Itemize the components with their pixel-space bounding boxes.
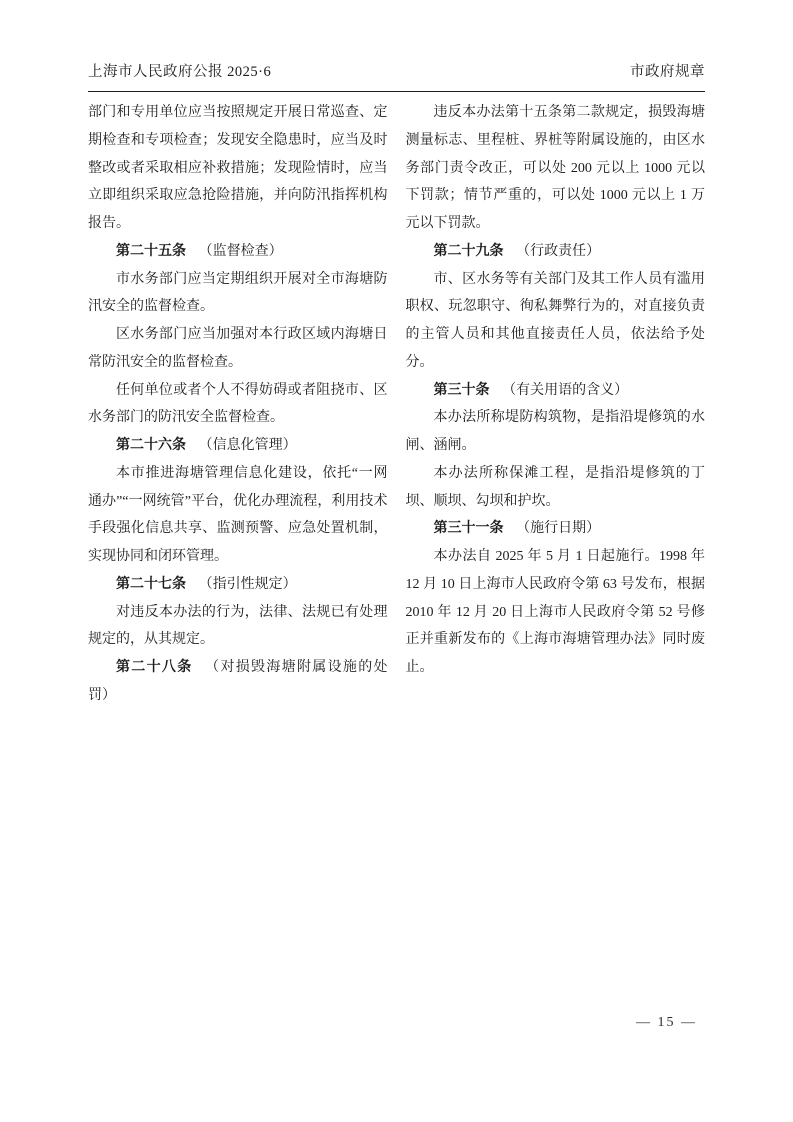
- article-heading-30: [406, 377, 706, 405]
- article-title: （对损毁海塘附属设施的处罚）: [88, 660, 388, 703]
- article-heading-25: [88, 238, 388, 266]
- article-title: （施行日期）: [516, 521, 601, 537]
- article-paragraph: 本办法所称保滩工程，是指沿堤修筑的丁坝、顺坝、勾坝和护坎。: [405, 465, 705, 509]
- article-paragraph: 任何单位或者个人不得妨碍或者阻挠市、区水务部门的防汛安全监督检查。: [88, 382, 388, 426]
- article-paragraph: 对违反本办法的行为，法律、法规已有处理规定的，从其规定。: [88, 604, 388, 648]
- running-header: [88, 64, 705, 81]
- article-paragraph: 区水务部门应当加强对本行政区域内海塘日常防汛安全的监督检查。: [88, 327, 388, 370]
- article-paragraph: 市水务部门应当定期组织开展对全市海塘防汛安全的监督检查。: [88, 271, 388, 315]
- article-heading-26: [88, 432, 388, 460]
- article-title: （行政责任）: [516, 243, 601, 259]
- article-heading-31: [406, 515, 706, 543]
- article-number: 第二十九条: [433, 243, 504, 259]
- article-paragraph: 市、区水务等有关部门及其工作人员有滥用职权、玩忽职守、徇私舞弊行为的，对直接负责的主管人员和其他直接责任人员，依法给予处分。: [405, 271, 705, 370]
- article-paragraph: 部门和专用单位应当按照规定开展日常巡查、定期检查和专项检查；发现安全隐患时，应当及时整改或者采取相应补救措施；发现险情时，应当立即组织采取应急抢险措施，并向防汛指挥机构报告。: [88, 105, 388, 231]
- header-rule: [88, 91, 705, 92]
- article-heading-29: [406, 238, 706, 266]
- right-column: [406, 99, 706, 710]
- left-column: [88, 99, 388, 710]
- article-number: 第二十五条: [116, 243, 186, 259]
- article-title: （有关用语的含义）: [502, 382, 629, 398]
- article-paragraph: 违反本办法第十五条第二款规定，损毁海塘测量标志、里程桩、界桩等附属设施的，由区水务部门责令改正，可以处 200 元以上 1000 元以下罚款；情节严重的，可以处 1000 元以上 1 万元以下罚款。: [405, 105, 705, 231]
- article-title: （指引性规定）: [198, 576, 297, 592]
- article-number: 第三十一条: [433, 521, 504, 537]
- article-heading-28: [88, 654, 388, 710]
- article-paragraph: 本办法所称堤防构筑物，是指沿堤修筑的水闸、涵闸。: [405, 410, 705, 453]
- article-title: （监督检查）: [198, 243, 283, 259]
- article-title: （信息化管理）: [198, 438, 297, 453]
- page-number: — 15 —: [636, 1015, 697, 1030]
- body-columns: [88, 99, 705, 710]
- article-number: 第二十七条: [116, 576, 186, 592]
- article-number: 第三十条: [433, 382, 490, 398]
- article-paragraph: 本市推进海塘管理信息化建设，依托“一网通办”“一网统管”平台，优化办理流程，利用技术手段强化信息共享、监测预警、应急处置机制，实现协同和闭环管理。: [88, 465, 388, 564]
- page-content: [88, 64, 705, 710]
- article-number: 第二十八条: [116, 660, 193, 675]
- article-heading-27: [88, 571, 388, 599]
- running-header-left: 上海市人民政府公报 2025·6: [88, 64, 272, 80]
- running-header-right: 市政府规章: [630, 64, 705, 80]
- article-number: 第二十六条: [116, 438, 186, 453]
- article-paragraph: 本办法自 2025 年 5 月 1 日起施行。1998 年 12 月 10 日上海市人民政府令第 63 号发布，根据 2010 年 12 月 20 日上海市人民政府令第 52 号修正并重新发布的《上海市海塘管理办法》同时废止。: [405, 549, 705, 675]
